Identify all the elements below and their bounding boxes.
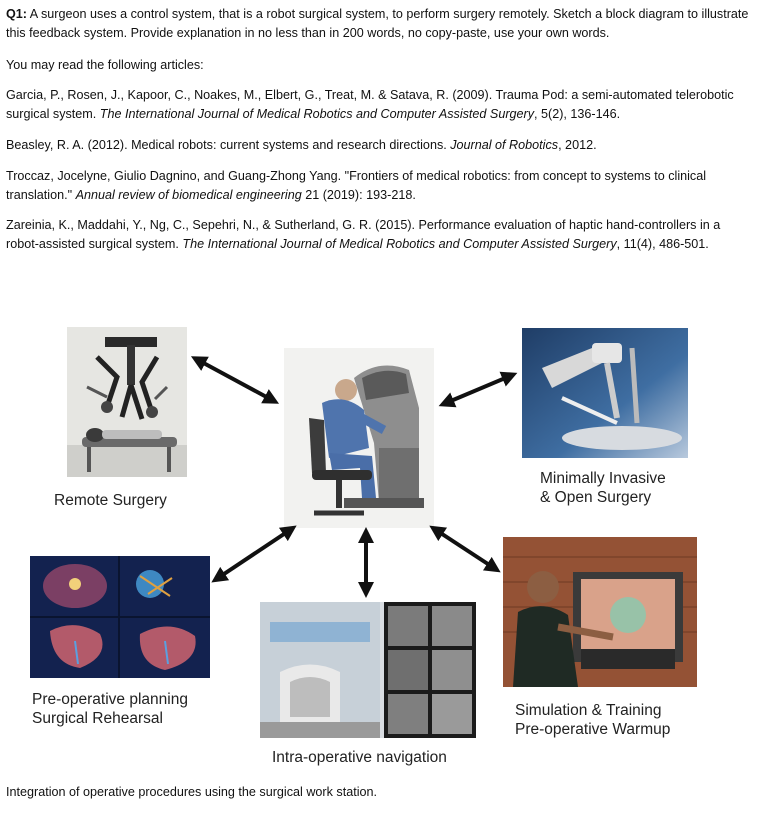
arrow-preoperative [218, 530, 290, 578]
label-preoperative-line1: Pre-operative planning [32, 691, 188, 708]
reading-intro: You may read the following articles: [6, 58, 204, 72]
reference-1-journal: The International Journal of Medical Robotics and Computer Assisted Surgery [99, 106, 535, 121]
remote-surgery-photo [67, 327, 187, 477]
arrow-simulation [436, 530, 494, 568]
reference-3 [6, 167, 754, 204]
label-remote-surgery: Remote Surgery [54, 492, 167, 509]
arrow-remote-surgery [198, 360, 272, 400]
label-preoperative [32, 690, 188, 728]
label-preoperative-line2: Surgical Rehearsal [32, 710, 163, 727]
reference-4-text: Zareinia, K., Maddahi, Y., Ng, C., Sepehri, N., & Sutherland, G. R. (2015). Performance evaluation of haptic hand-controllers in a robot-assisted surgical system. [6, 218, 721, 251]
reference-2-journal: Journal of Robotics [450, 138, 559, 152]
intraoperative-navigation-photo [260, 602, 476, 738]
label-intraoperative: Intra-operative navigation [272, 749, 447, 766]
label-simulation [515, 701, 670, 739]
label-minimally-invasive-line1: Minimally Invasive [540, 470, 666, 487]
reference-2-text: Beasley, R. A. (2012). Medical robots: current systems and research directions. [6, 138, 451, 152]
arrow-minimally-invasive [446, 376, 510, 403]
label-simulation-line2: Pre-operative Warmup [515, 721, 671, 738]
simulation-training-photo [503, 537, 697, 687]
label-minimally-invasive-line2: & Open Surgery [540, 489, 652, 506]
reference-1-text: Garcia, P., Rosen, J., Kapoor, C., Noakes, M., Elbert, G., Treat, M. & Satava, R. (2009). Trauma Pod: a semi-automated telerobotic surgical system. [6, 88, 734, 121]
question-text: A surgeon uses a control system, that is a robot surgical system, to perform surgery remotely. Sketch a block diagram to illustrate this feedback system. Provide explanation in no less than in 200 words, no copy-paste, use your own words. [6, 7, 749, 40]
reference-4-journal: The International Journal of Medical Robotics and Computer Assisted Surgery [182, 236, 617, 251]
preoperative-planning-photo [30, 556, 210, 678]
question-paragraph [6, 5, 754, 42]
reference-3-journal: Annual review of biomedical engineering [75, 187, 302, 202]
surgeon-console-photo [284, 348, 434, 528]
reference-4 [6, 216, 754, 253]
reference-2 [6, 136, 754, 155]
caption: Integration of operative procedures using the surgical work station. [6, 785, 378, 799]
reference-3-volume: 21 (2019): 193-218. [301, 187, 416, 202]
label-minimally-invasive [540, 469, 666, 507]
reference-1 [6, 86, 754, 123]
reference-1-volume: , 5(2), 136-146. [534, 106, 621, 121]
reference-3-text: Troccaz, Jocelyne, Giulio Dagnino, and Guang-Zhong Yang. "Frontiers of medical robotics: from concept to systems to clinical translation." [6, 169, 707, 202]
label-simulation-line1: Simulation & Training [515, 702, 662, 719]
minimally-invasive-photo [522, 328, 688, 458]
reference-2-volume: , 2012. [558, 138, 597, 152]
question-label: Q1: [6, 7, 27, 21]
reference-4-volume: , 11(4), 486-501. [616, 236, 709, 251]
